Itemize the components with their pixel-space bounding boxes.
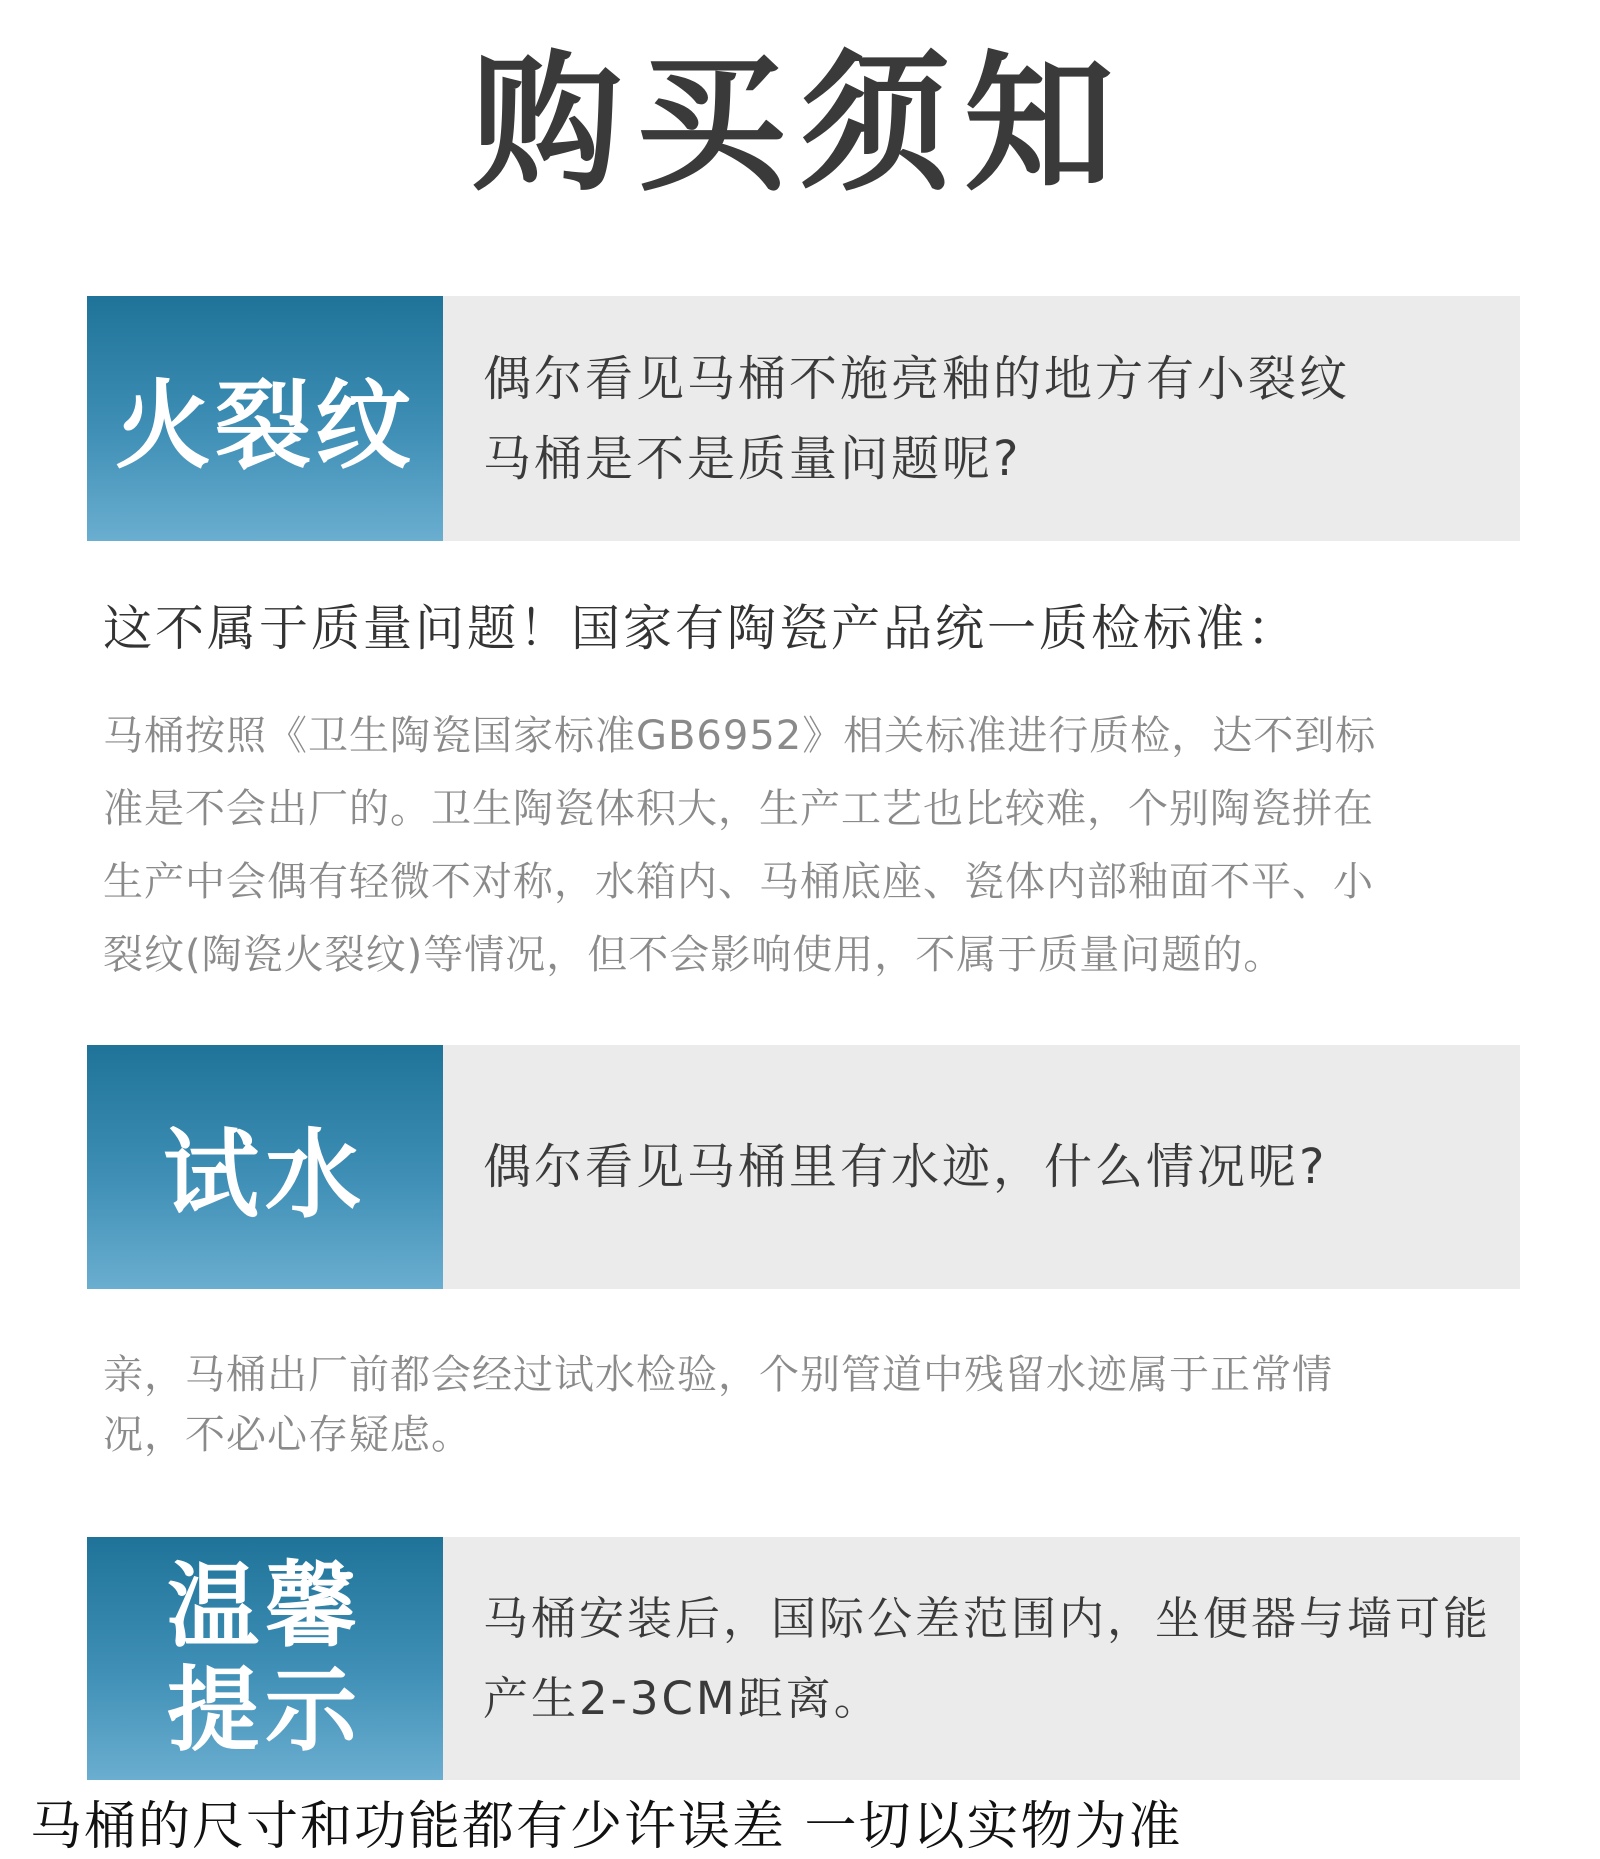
section-body-water-test [103, 1345, 1503, 1465]
answer-heading: 这不属于质量问题！国家有陶瓷产品统一质检标准： [103, 600, 1300, 657]
body-line: 马桶按照《卫生陶瓷国家标准GB6952》相关标准进行质检，达不到标 [103, 713, 1377, 759]
section-question-tips [483, 1537, 1492, 1780]
page-title: 购买须知 [471, 38, 1128, 212]
body-line: 准是不会出厂的。卫生陶瓷体积大，生产工艺也比较难，个别陶瓷拼在 [103, 786, 1374, 832]
section-tag-tips [87, 1537, 443, 1780]
section-tag-crackle: 火裂纹 [87, 296, 443, 541]
body-line: 裂纹(陶瓷火裂纹)等情况，但不会影响使用，不属于质量问题的。 [103, 932, 1285, 978]
tag-line: 温馨 [166, 1552, 363, 1660]
section-header-crackle [87, 296, 1520, 541]
question-line: 马桶安装后，国际公差范围内，坐便器与墙可能 [483, 1591, 1492, 1645]
tag-line: 提示 [166, 1656, 363, 1764]
question-line: 产生2-3CM距离。 [483, 1671, 882, 1725]
section-tag-water-test: 试水 [87, 1045, 443, 1289]
question-line: 马桶是不是质量问题呢? [483, 430, 1022, 487]
section-body-crackle [103, 700, 1503, 992]
section-header-tips [87, 1537, 1520, 1780]
section-header-water-test [87, 1045, 1520, 1289]
body-line: 况，不必心存疑虑。 [103, 1412, 472, 1458]
question-line: 偶尔看见马桶不施亮釉的地方有小裂纹 [483, 350, 1351, 407]
body-line: 生产中会偶有轻微不对称，水箱内、马桶底座、瓷体内部釉面不平、小 [103, 859, 1374, 905]
section-question-crackle [483, 296, 1480, 541]
body-line: 亲，马桶出厂前都会经过试水检验，个别管道中残留水迹属于正常情 [103, 1352, 1333, 1398]
footer-note: 马桶的尺寸和功能都有少许误差 一切以实物为准 [30, 1797, 1183, 1857]
question-line: 偶尔看见马桶里有水迹，什么情况呢? [483, 1139, 1328, 1195]
section-question-water-test [483, 1045, 1480, 1289]
